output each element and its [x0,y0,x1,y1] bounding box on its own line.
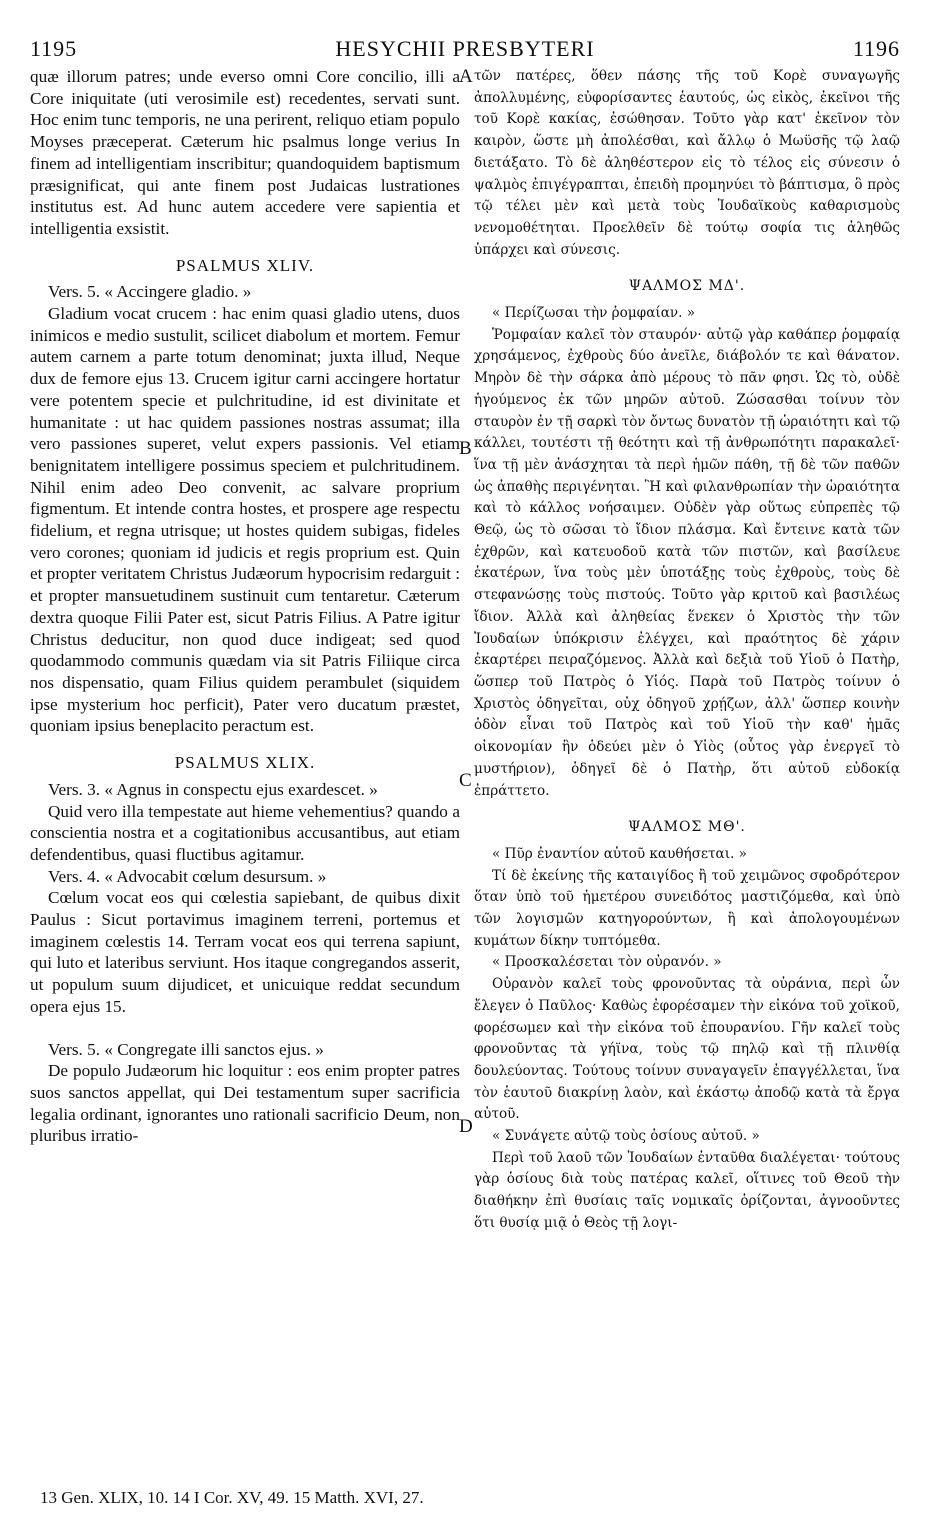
latin-paragraph: Gladium vocat crucem : hac enim quasi gladio utens, duos inimicos e medio sustulit, scilicet diabolum et mortem. Femur autem carnem a parte totum denominat; juxta illud, Neque dux de femore ejus 13. Crucem igitur carni accingere hortatur vere potentem specie et pulchritudine, id est divinitate et humanitate : ut hac quidem passiones nostras assumat; illa vero passiones superet, velut expers passionis. Vel etiam benignitatem intelligere possimus speciem et pulchritudinem. Nihil enim adeo Deo convenit, ac salvare proprium figmentum. Et intende contra hostes, et prospere age respectu fidelium, et regna utrisque; ut hostes quidem subigas, fideles vero corones; quoniam id judicis et regis proprium est. Quin et propter veritatem Christus Judæorum hypocrisim redarguit : et propter mansuetudinem sustinuit cum tentaretur. Cæterum dextra quoque Filii Pater est, sicut Patris Filius. A Patre igitur Christus deducitur, non quod duce indigeat; sed quod quodammodo communis quædam via sit Patris Filiique circa nos dispensatio, quam Filius quidem perambulet (siquidem ipse mysterium hoc perficit), Pater vero ducatum præstet, quoniam ipsius beneplacito peractum est. [30,304,460,736]
greek-paragraph: Ῥομφαίαν καλεῖ τὸν σταυρόν· αὐτῷ γὰρ καθάπερ ῥομφαίᾳ χρησάμενος, ἐχθροὺς δύο ἀνεῖλε, διάβολόν τε καὶ θάνατον. Μηρὸν δὲ τὴν σάρκα ἀπὸ μέρους τὸ πᾶν φησι. Ὡς τὸ, οὐδὲ ἡγούμενος ἐκ τῶν μηρῶν αὐτοῦ. Ζώσασθαι τοίνυν τὸν σταυρὸν ἐν τῇ σαρκὶ τὸν ὄντως δυνατὸν τῇ ὡραιότητι καὶ τῷ κάλλει, τουτέστι τῇ θεότητι καὶ τῇ ἀνθρωπότητι παρακαλεῖ· ἵνα τῇ μὲν ἀνάσχηται τὰ περὶ ἡμῶν πάθη, τῇ δὲ τῶν παθῶν ὡς ἀπαθὴς περιγένηται. Ἢ καὶ φιλανθρωπίαν τὴν ὡραιότητα καὶ τὸ κάλλος νοήσαιμεν. Οὐδὲν γὰρ οὕτως εὐπρεπὲς τῷ Θεῷ, ὡς τὸ σῶσαι τὸ ἴδιον πλάσμα. Καὶ ἔντεινε κατὰ τῶν ἐχθρῶν, καὶ κατευοδοῦ κατὰ τῶν πιστῶν, καὶ βασίλευε ἑκατέρων, ἵνα τοὺς μὲν ὑποτάξῃς τοὺς ἐχθροὺς, τοὺς δὲ στεφανώσῃς τοὺς πιστούς. Τοῦτο γὰρ κριτοῦ καὶ βασιλέως ἴδιον. Ἀλλὰ καὶ ἀληθείας ἕνεκεν ὁ Χριστὸς τὴν τῶν Ἰουδαίων ὑπόκρισιν ἐλέγχει, καὶ πραότητος δὲ χάριν ἐκαρτέρει πειραζόμενος. Ἀλλὰ καὶ δεξιὰ τοῦ Υἱοῦ ὁ Πατὴρ, ὥσπερ τοῦ Πατρὸς ὁ Υἱός. Παρὰ τοῦ Πατρὸς τοίνυν ὁ Χριστὸς ὁδηγεῖται, οὐχ ὁδηγοῦ χρῄζων, ἀλλ' ὥσπερ κοινὴν ὁδὸν εἶναι τοῦ Πατρὸς καὶ τοῦ Υἱοῦ τὴν καθ' ἡμᾶς οἰκονομίαν ἣν ὁδεύει μὲν ὁ Υἱὸς (οὗτος γὰρ ἐνεργεῖ τὸ μυστήριον), ὁδηγεῖ δὲ ὁ Πατὴρ, ὅτι αὐτοῦ εὐδοκίᾳ ἐπράττετο. [474,326,900,799]
latin-verse-heading: Vers. 3. « Agnus in conspectu ejus exardescet. » [48,779,378,799]
greek-verse-heading: « Πῦρ ἐναντίον αὐτοῦ καυθήσεται. » [492,845,748,862]
latin-paragraph: quæ illorum patres; unde everso omni Core concilio, illi a Core iniquitate (uti verosimile est) recedentes, servati sunt. Hoc enim tunc temporis, ne una perirent, reliquo etiam populo Moyses præceperat. Cæterum hic psalmus longe verius In finem ad intelligentiam inscribitur; quandoquidem baptismum præsignificat, qui ante finem post Judaicas lustrationes institutus est. Ad hunc autem accedere vere sapientia et intelligentia exsistit. [30,67,460,238]
greek-column [474,66,900,1466]
margin-letter-c: C [459,770,472,791]
margin-letter-d: D [459,1116,473,1137]
running-title: HESYCHII PRESBYTERI [335,36,595,61]
latin-verse-heading: Vers. 5. « Congregate illi sanctos ejus. » [48,1039,324,1059]
latin-paragraph: Cœlum vocat eos qui cœlestia sapiebant, de quibus dixit Paulus : Sicut portavimus imaginem terreni, portemus et imaginem cœlestis 14. Terram vocat eos qui terrena sapiunt, qui luto et lateribus serviunt. Hos itaque congregandos asserit, ut populum suum dijudicet, et unicuique reddat secundum opera ejus 15. [30,888,460,1016]
latin-paragraph: De populo Judæorum hic loquitur : eos enim propter patres suos sanctos appellat, qui Dei testamentum super sacrificia legalia ordinant, ignorantes uno rationali sacrificio Deum, non pluribus irratio- [30,1061,460,1146]
greek-verse-heading: « Περίζωσαι τὴν ῥομφαίαν. » [492,305,696,322]
greek-psalm-title: ΨΑΛΜΟΣ ΜΘ'. [628,819,746,836]
margin-letter-b: B [459,438,472,459]
greek-paragraph: Περὶ τοῦ λαοῦ τῶν Ἰουδαίων ἐνταῦθα διαλέγεται· τούτους γὰρ ὁσίους διὰ τοὺς πατέρας καλεῖ, οἵτινες τοῦ Θεοῦ τὴν διαθήκην ἐπὶ θυσίαις ταῖς νομικαῖς ὁρίζονται, ἀγνοοῦντες ὅτι θυσίᾳ μιᾷ ὁ Θεὸς τῇ λογι- [474,1149,900,1231]
latin-column [30,66,460,1466]
greek-psalm-title: ΨΑΛΜΟΣ ΜΔ'. [628,278,746,295]
greek-verse-heading: « Συνάγετε αὐτῷ τοὺς ὁσίους αὐτοῦ. » [492,1128,760,1145]
latin-verse-heading: Vers. 5. « Accingere gladio. » [48,282,252,302]
greek-paragraph: Οὐρανὸν καλεῖ τοὺς φρονοῦντας τὰ οὐράνια, περὶ ὧν ἔλεγεν ὁ Παῦλος· Καθὼς ἐφορέσαμεν τὴν εἰκόνα τοῦ χοϊκοῦ, φορέσωμεν καὶ τὴν εἰκόνα τοῦ ἐπουρανίου. Γῆν καλεῖ τοὺς φρονοῦντας τὰ γήϊνα, τοὺς τῷ πηλῷ καὶ τῇ πλινθίᾳ δουλεύοντας. Τούτους τοίνυν συναγαγεῖν ἐπαγγέλλεται, ἵνα τὸν ἑαυτοῦ διακρίνῃ λαὸν, καὶ ἑκάστῳ ἀποδῷ κατὰ τὰ ἔργα αὐτοῦ. [474,976,900,1123]
latin-psalm-title: PSALMUS XLIX. [174,753,316,773]
latin-paragraph: Quid vero illa tempestate aut hieme vehementius? quando a conscientia nostra et a cogitationibus accusantibus, aut etiam defendentibus, quasi fluctibus agitamur. [30,801,460,864]
right-page-number: 1196 [852,36,900,61]
latin-verse-heading: Vers. 4. « Advocabit cœlum desursum. » [48,866,327,886]
margin-letter-a: A [459,66,473,87]
footnotes: 13 Gen. XLIX, 10. 14 I Cor. XV, 49. 15 Matth. XVI, 27. [40,1488,424,1507]
left-page-number: 1195 [30,36,78,61]
latin-psalm-title: PSALMUS XLIV. [175,255,315,275]
page-header [30,36,900,64]
greek-verse-heading: « Προσκαλέσεται τὸν οὐρανόν. » [492,954,722,971]
greek-paragraph: τῶν πατέρες, ὅθεν πάσης τῆς τοῦ Κορὲ συναγωγῆς ἀπολλυμένης, εὐφορίσαντες ἑαυτούς, ὡς εἰκὸς, ἐκεῖνοι τῆς τοῦ Κορὲ κακίας, ἐσώθησαν. Τοῦτο γὰρ κατ' ἐκεῖνον τὸν καιρὸν, ὥστε μὴ ἀπολέσθαι, καὶ ἄλλῳ ὁ Μωϋσῆς τῷ λαῷ διετάξατο. Τὸ δὲ ἀληθέστερον εἰς τὸ τέλος εἰς σύνεσιν ὁ ψαλμὸς ἐπιγέγραπται, ἐπειδὴ προμηνύει τὸ βάπτισμα, ὃ πρὸς τῷ τέλει μὲν καὶ μετὰ τοὺς Ἰουδαϊκοὺς καθαρισμοὺς νενομοθέτηται. Προελθεῖν δὲ τούτῳ σοφία τις ἀληθῶς ὑπάρχει καὶ σύνεσις. [474,68,900,258]
greek-paragraph: Τί δὲ ἐκείνης τῆς καταιγίδος ἢ τοῦ χειμῶνος σφοδρότερον ὅταν ὑπὸ τοῦ ἡμετέρου συνειδότος μαστιζόμεθα, καὶ ὑπὸ τῶν λογισμῶν κατηγορούντων, ἢ καὶ ἀπολογουμένων κυμάτων δίκην τυπτόμεθα. [474,867,900,949]
